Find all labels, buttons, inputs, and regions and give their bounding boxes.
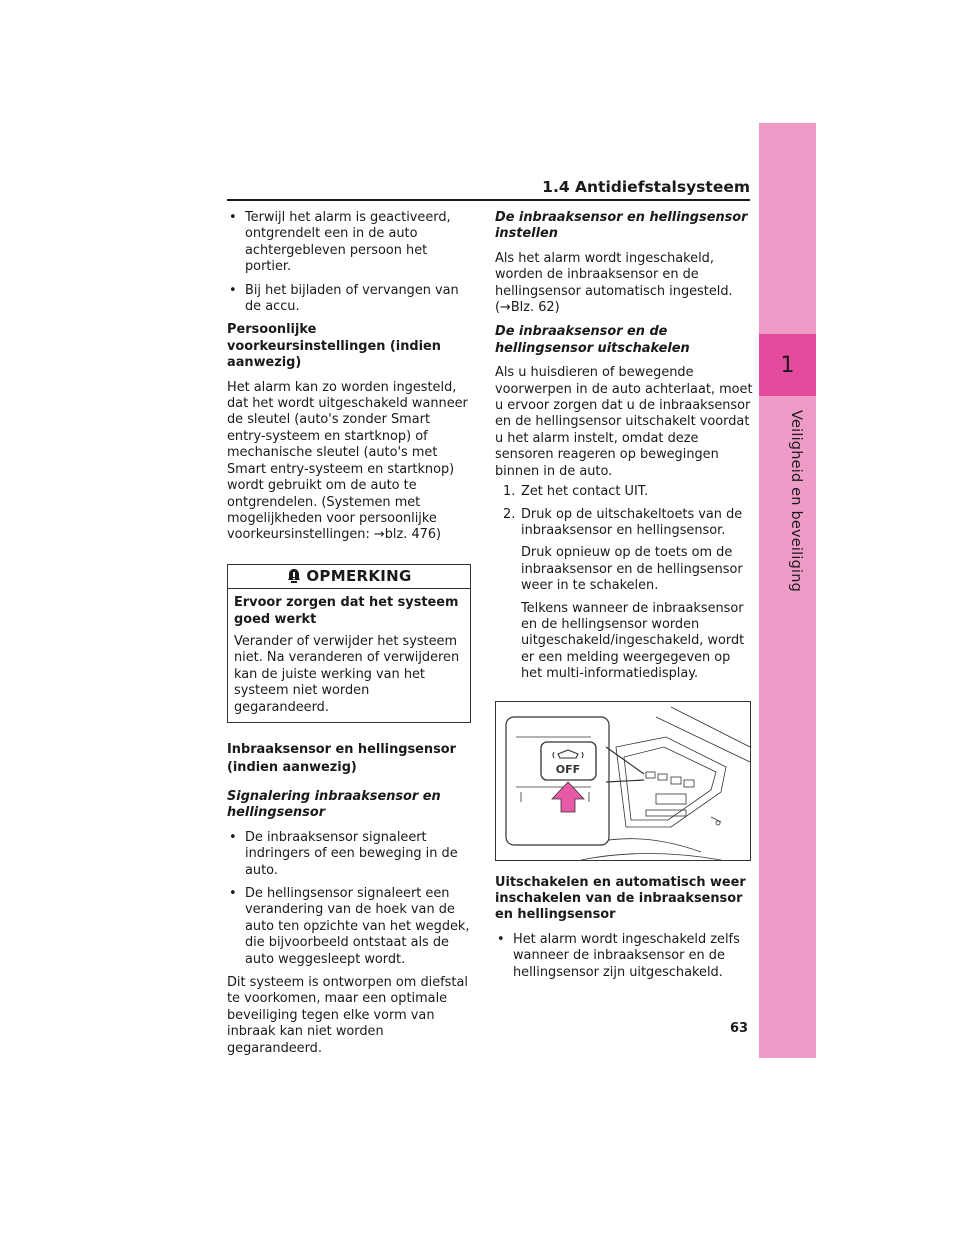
list-item: • De hellingsensor signaleert een verandering van de hoek van de auto ten opzichte van het wegdek, die bijvoorbeeld ontstaat als de auto weggesleept wordt. [227, 886, 471, 968]
warning-icon [286, 568, 302, 584]
section-heading: Uitschakelen en automatisch weer inschakelen van de inbraaksensor en hellingsensor [495, 874, 746, 923]
subsection-heading: De inbraaksensor en hellingsensor instellen [495, 210, 748, 242]
section-heading: Inbraaksensor en hellingsensor (indien aanwezig) [227, 741, 456, 775]
notice-text: Verander of verwijder het systeem niet. Na veranderen of verwijderen kan de juiste werking van het systeem niet worden gegarandeerd. [234, 633, 460, 715]
step-number: 1. [503, 484, 516, 500]
chapter-number-tab [759, 334, 816, 396]
notice-subtitle: Ervoor zorgen dat het systeem goed werkt [234, 595, 459, 627]
step-note: Telkens wanneer de inbraaksensor en de hellingsensor worden uitgeschakeld/ingeschakeld, wordt er een melding weergegeven op het multi-informatiedisplay. [521, 600, 745, 682]
list-item: • Terwijl het alarm is geactiveerd, ontgrendelt een in de auto achtergebleven persoon het portier. [227, 210, 471, 276]
console-illustration [496, 702, 750, 860]
notice-title: OPMERKING [306, 566, 412, 585]
paragraph: Als u huisdieren of bewegende voorwerpen in de auto achterlaat, moet u ervoor zorgen dat u de inbraaksensor en de hellingsensor uitschakelt voordat u het alarm instelt, omdat deze sensoren reageren op bewegingen binnen in de auto. [495, 365, 753, 479]
list-item: • Bij het bijladen of vervangen van de accu. [227, 283, 471, 316]
subsection-heading: De inbraaksensor en de hellingsensor uitschakelen [495, 324, 690, 356]
step-text: Druk op de uitschakeltoets van de inbraaksensor en hellingsensor. [521, 506, 743, 538]
page-number: 63 [730, 1021, 749, 1036]
step-number: 2. [503, 506, 516, 522]
chapter-number: 1 [780, 352, 795, 378]
right-column [495, 210, 753, 988]
left-column [227, 210, 471, 1065]
step-item [495, 484, 753, 500]
paragraph: Dit systeem is ontworpen om diefstal te voorkomen, maar een optimale beveiliging tegen elke vorm van inbraak kan niet worden gegarandeerd. [227, 975, 468, 1056]
step-text: Zet het contact UIT. [521, 484, 649, 500]
subsection-heading: Signalering inbraaksensor en hellingsensor [227, 788, 441, 821]
step-note: Druk opnieuw op de toets om de inbraaksensor en de hellingsensor weer in te schakelen. [521, 545, 743, 594]
header-rule [227, 199, 750, 201]
notice-header [228, 565, 470, 589]
step-item [495, 507, 753, 540]
notice-box [227, 564, 471, 723]
paragraph: Het alarm kan zo worden ingesteld, dat het wordt uitgeschakeld wanneer de sleutel (auto's zonder Smart entry-systeem en startknop) of mechanische sleutel (auto's met Smart entry-systeem en startknop) wordt gebruikt om de auto te ontgrendelen. (Systemen met mogelijkheden voor persoonlijke voorkeursinstellingen: →blz. 476) [227, 379, 468, 543]
section-header: 1.4 Antidiefstalsysteem [542, 178, 750, 196]
paragraph: Als het alarm wordt ingeschakeld, worden de inbraaksensor en de hellingsensor automatisch ingesteld. (→Blz. 62) [495, 250, 733, 316]
overhead-console-figure [495, 701, 751, 861]
section-heading: Persoonlijke voorkeursinstellingen (indien aanwezig) [227, 322, 441, 371]
off-label: OFF [555, 762, 581, 776]
list-item: • De inbraaksensor signaleert indringers of een beweging in de auto. [227, 830, 471, 879]
chapter-title: Veiligheid en beveiliging [788, 410, 804, 593]
list-item: • Het alarm wordt ingeschakeld zelfs wanneer de inbraaksensor en de hellingsensor zijn uitgeschakeld. [495, 932, 753, 981]
